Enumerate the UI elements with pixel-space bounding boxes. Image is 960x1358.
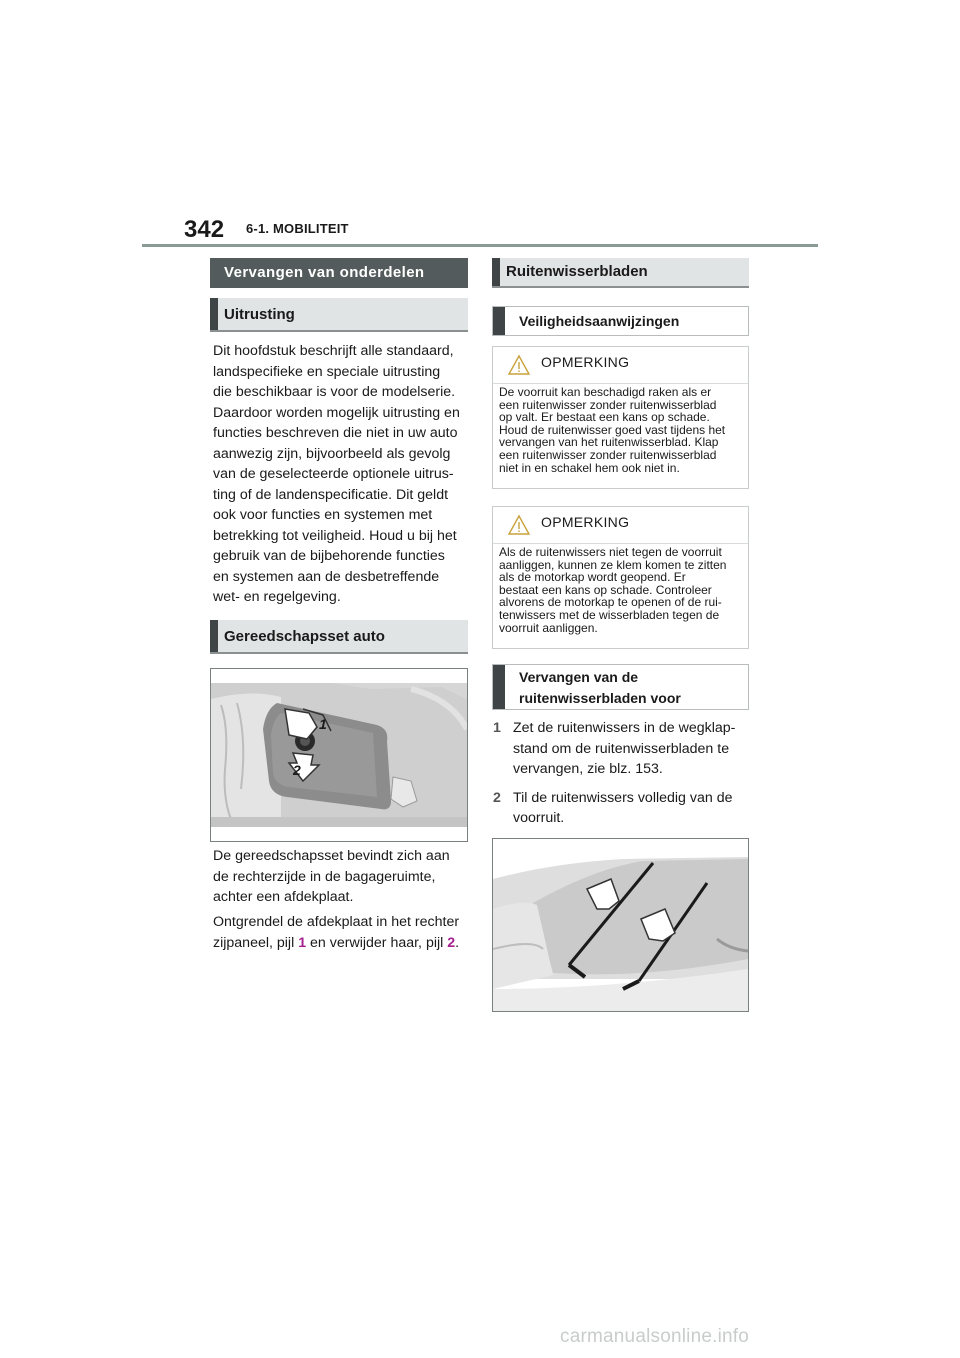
text-line: een ruitenwisser zonder ruitenwisserblad	[499, 397, 717, 412]
note-header	[493, 347, 748, 384]
heading-line: ruitenwisserbladen voor	[519, 690, 681, 706]
subheading-veiligheid-text: Veiligheidsaanwijzingen	[519, 313, 680, 329]
arrow-number-1: 1	[298, 934, 307, 951]
text-line: Daardoor worden mogelijk uitrusting en	[213, 404, 460, 421]
text-line: voorruit aanliggen.	[499, 620, 598, 635]
text-line: Ontgrendel de afdekplaat in het rechter	[213, 914, 460, 930]
text-line: gebruik van de bijbehorende functies	[213, 548, 445, 564]
text-line: wet- en regelgeving.	[213, 589, 341, 605]
text-line: Houd de ruitenwisser goed vast tijdens het	[499, 422, 726, 437]
text-line: vervangen van het ruitenwisserblad. Klap	[499, 435, 719, 450]
arrow-label-2: 2	[293, 762, 301, 778]
gereedschap-paragraph-2	[213, 912, 475, 953]
text-line: betrekking tot veiligheid. Houd u bij het	[213, 527, 457, 544]
text-run: .	[455, 934, 460, 951]
text-line	[213, 933, 475, 954]
arrow-label-1: 1	[319, 716, 327, 732]
text-line: vervangen, zie blz. 153.	[513, 761, 663, 777]
text-run: zijpaneel, pijl	[213, 934, 299, 951]
steps-list	[493, 718, 755, 829]
text-line: Zet de ruitenwissers in de wegklap-	[513, 720, 736, 736]
subheading-vervangen-voor-text	[519, 667, 681, 709]
text-line: ook voor functies en systemen met	[213, 507, 433, 523]
subheading-gereedschap	[210, 620, 468, 654]
text-line: De voorruit kan beschadigd raken als er	[499, 385, 712, 399]
page-number: 342	[184, 216, 225, 243]
uitrusting-paragraph	[213, 341, 473, 608]
note-body	[499, 386, 742, 474]
text-line: aanliggen, kunnen ze klem komen te zitten	[499, 557, 727, 572]
text-line: de rechterzijde in de bagageruimte,	[213, 868, 436, 885]
step-item	[493, 718, 755, 780]
note-body	[499, 546, 742, 634]
text-line: tenwissers met de wisserbladen tegen de	[499, 607, 720, 622]
text-line: bestaat een kans op schade. Controleer	[499, 582, 712, 597]
heading-tab	[210, 620, 218, 652]
trunk-toolkit-figure	[210, 668, 468, 842]
text-line: Dit hoofdstuk beschrijft alle standaard,	[213, 343, 454, 359]
text-line: voorruit.	[513, 810, 565, 826]
note-label: OPMERKING	[541, 514, 630, 530]
text-line: landspecifieke en speciale uitrusting	[213, 363, 441, 380]
text-line: alvorens de motorkap te openen of de rui-	[499, 595, 722, 610]
note-label: OPMERKING	[541, 354, 630, 370]
gereedschap-paragraph-1	[213, 846, 473, 908]
section-title-ruitenwisserbladen-text: Ruitenwisserbladen	[506, 263, 648, 280]
subheading-veiligheid	[492, 306, 749, 336]
text-line: die beschikbaar is voor de modelserie.	[213, 384, 456, 400]
heading-tab	[493, 307, 505, 335]
text-line: aanwezig zijn, bijvoorbeeld als gevolg	[213, 445, 451, 462]
text-line: achter een afdekplaat.	[213, 889, 354, 905]
heading-tab	[492, 258, 500, 286]
chapter-title: 6-1. MOBILITEIT	[246, 221, 349, 236]
text-line: functies beschreven die niet in uw auto	[213, 425, 458, 441]
note-header	[493, 507, 748, 544]
step-number: 1	[493, 720, 501, 736]
subheading-uitrusting-text: Uitrusting	[224, 306, 295, 323]
note-box-2	[492, 506, 749, 649]
text-line: en systemen aan de desbetreffende	[213, 568, 440, 585]
watermark: carmanualsonline.info	[560, 1326, 750, 1347]
text-line: Als de ruitenwissers niet tegen de voorruit	[499, 545, 722, 559]
text-line: van de geselecteerde optionele uitrus-	[213, 466, 454, 482]
heading-tab	[210, 298, 218, 330]
header-rule	[142, 244, 818, 247]
note-box-1	[492, 346, 749, 489]
warning-triangle-icon	[507, 514, 531, 536]
step-item	[493, 788, 755, 829]
text-line: als de motorkap wordt geopend. Er	[499, 570, 686, 585]
heading-tab	[493, 665, 505, 709]
text-line: een ruitenwisser zonder ruitenwisserblad	[499, 447, 717, 462]
text-line: stand om de ruitenwisserbladen te	[513, 740, 730, 757]
arrow-number-2: 2	[447, 934, 456, 951]
subheading-vervangen-voor	[492, 664, 749, 710]
subheading-gereedschap-text: Gereedschapsset auto	[224, 628, 385, 645]
step-number: 2	[493, 789, 501, 806]
text-run: en verwijder haar, pijl	[306, 934, 448, 951]
warning-triangle-icon	[507, 354, 531, 376]
trunk-illustration	[211, 669, 467, 841]
subheading-uitrusting	[210, 298, 468, 332]
section-title-vervangen: Vervangen van onderdelen	[210, 258, 468, 288]
text-line: ting of de landenspecificatie. Dit geldt	[213, 486, 449, 503]
text-line: De gereedschapsset bevindt zich aan	[213, 848, 450, 864]
text-line: Til de ruitenwissers volledig van de	[513, 789, 733, 806]
wiper-figure	[492, 838, 749, 1012]
wiper-illustration	[493, 839, 748, 1011]
heading-line: Vervangen van de	[519, 669, 639, 685]
text-line: niet in en schakel hem ook niet in.	[499, 460, 680, 475]
section-title-ruitenwisserbladen	[492, 258, 749, 288]
text-line: op valt. Er bestaat een kans op schade.	[499, 410, 710, 425]
